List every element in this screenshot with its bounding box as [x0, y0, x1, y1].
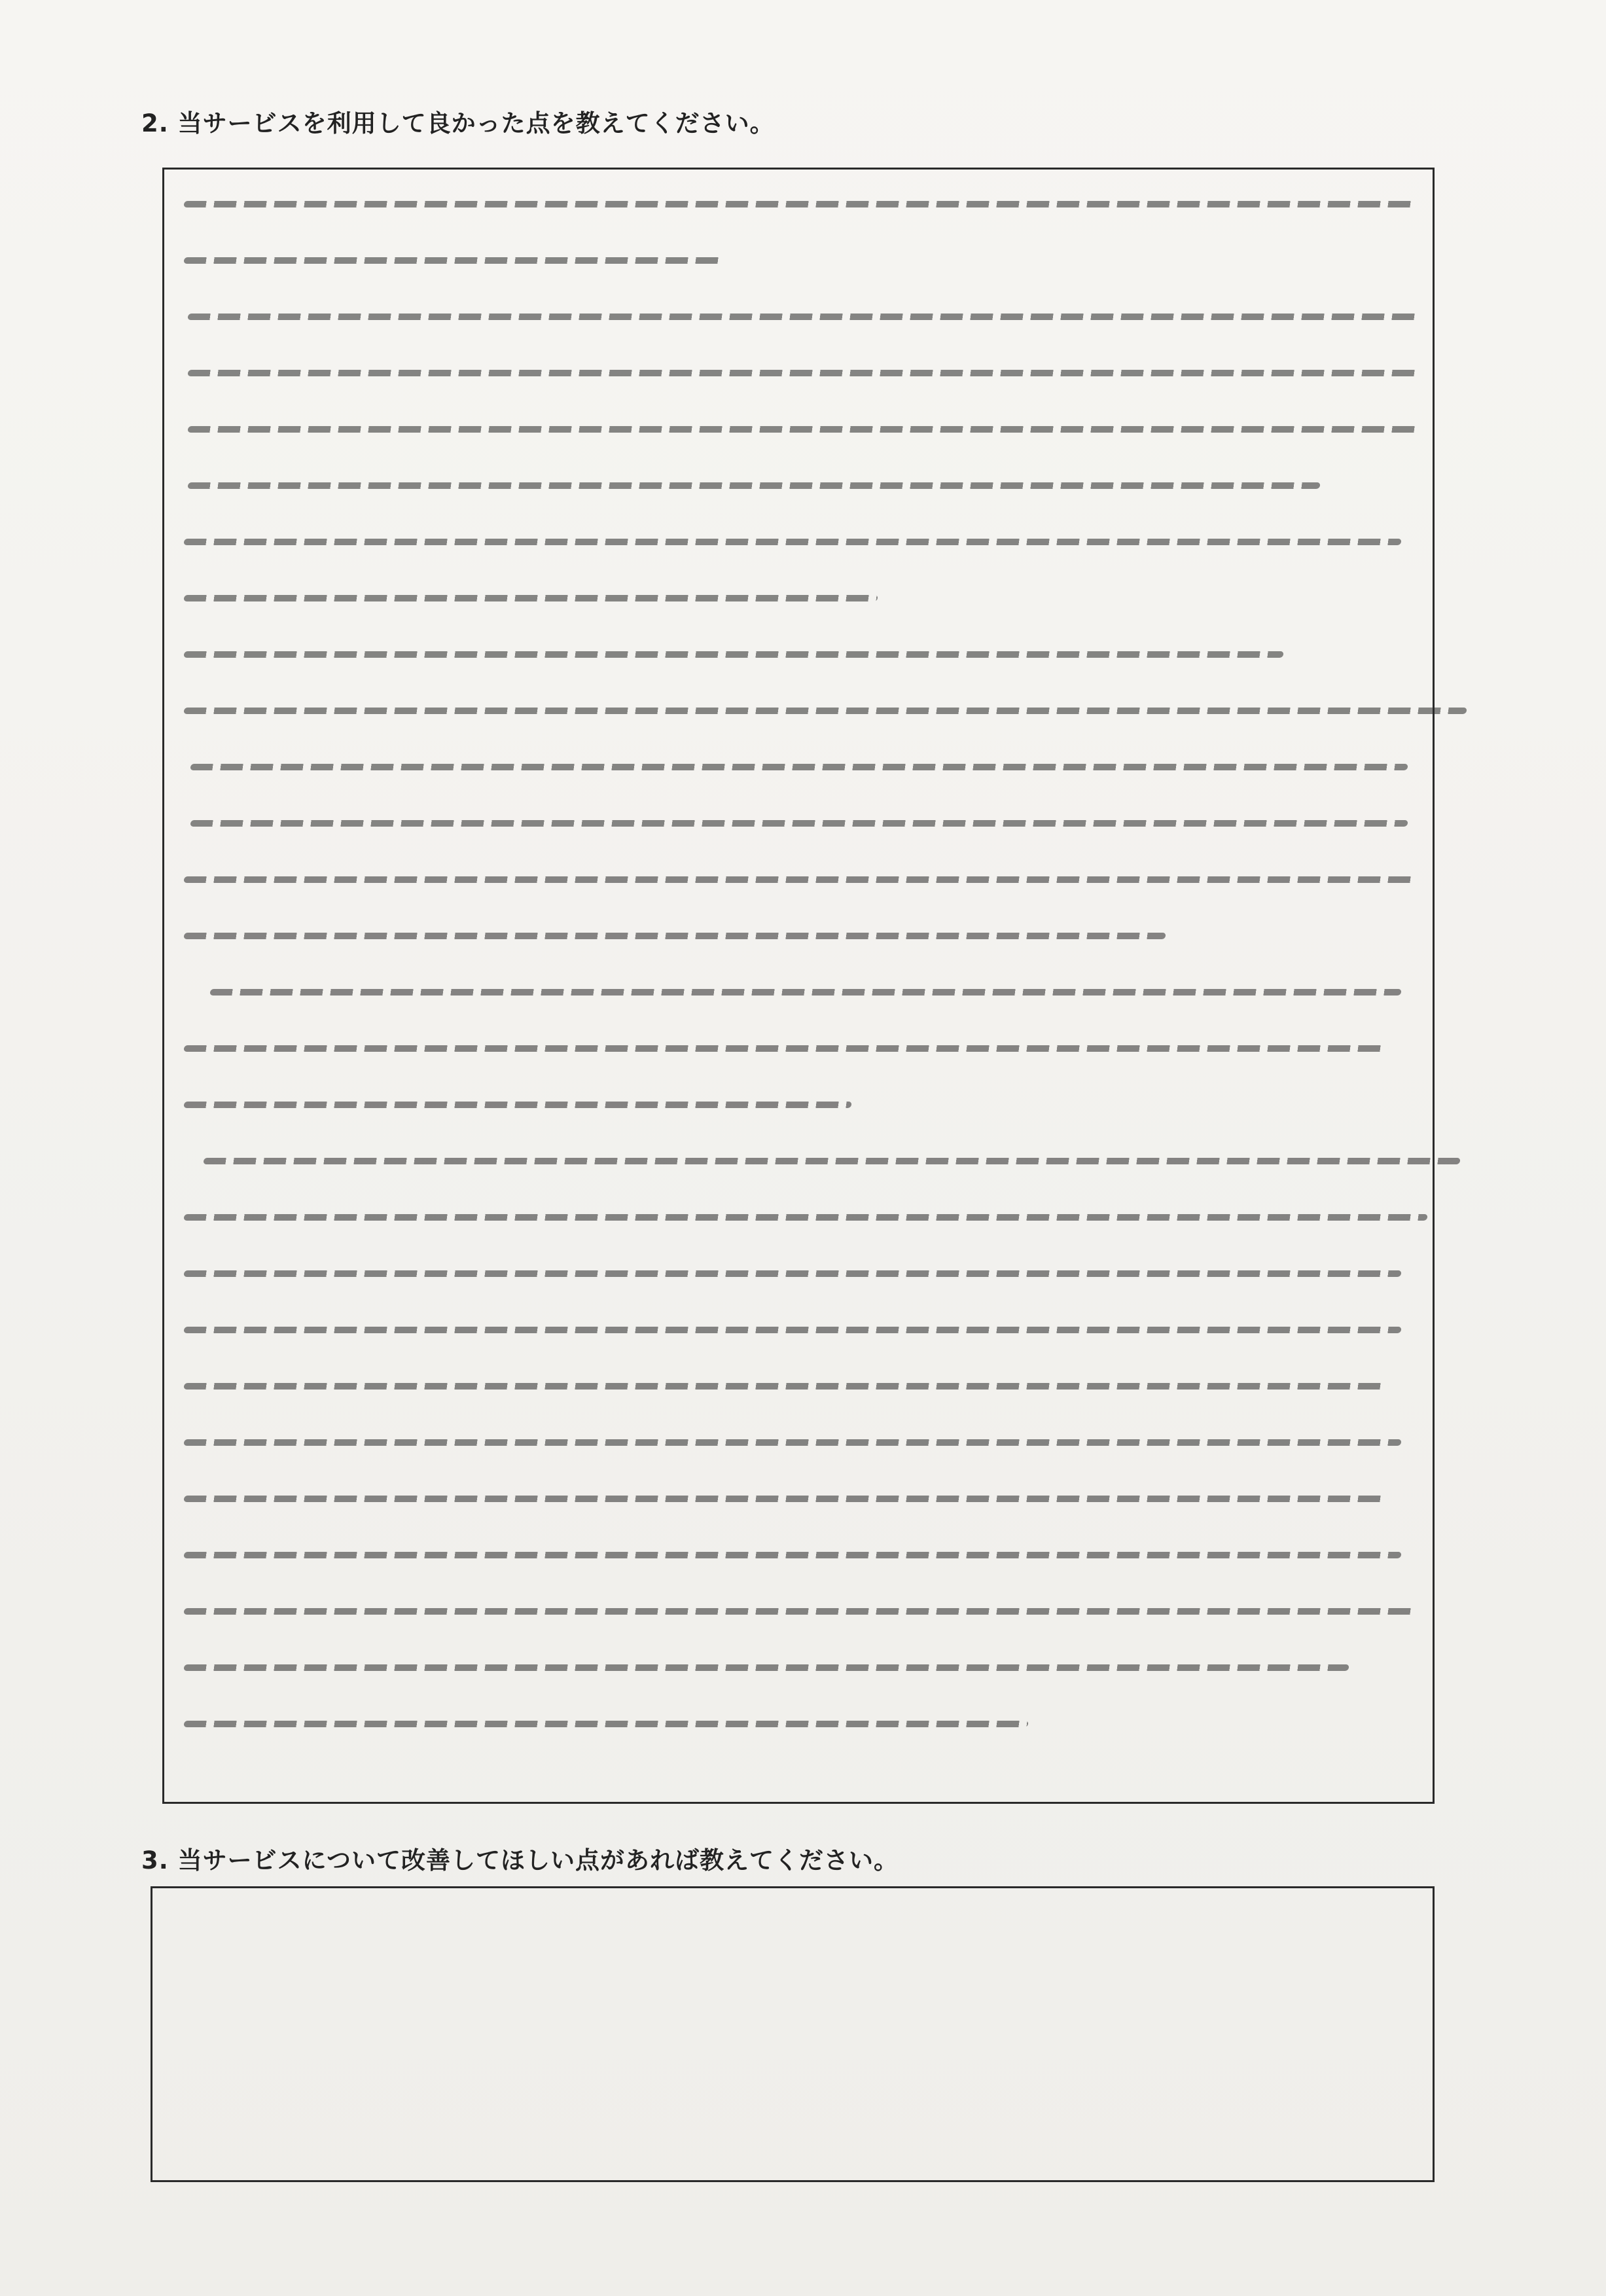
handwritten-line: [183, 1552, 1401, 1558]
handwritten-line: [183, 1327, 1401, 1333]
handwritten-line: [183, 1608, 1414, 1615]
handwritten-line: [183, 595, 878, 601]
handwritten-line: [183, 876, 1414, 883]
handwritten-line: [183, 1214, 1427, 1221]
handwritten-line: [183, 1102, 851, 1108]
question-2-heading: 2. 当サービスを利用して良かった点を教えてください。: [141, 109, 775, 137]
handwritten-line: [183, 201, 1414, 207]
handwritten-line: [183, 933, 1166, 939]
handwritten-line: [183, 1270, 1401, 1277]
handwritten-line: [190, 820, 1408, 827]
question-2-answer-box: [162, 168, 1435, 1804]
question-3-heading: 3. 当サービスについて改善してほしい点があれば教えてください。: [141, 1846, 899, 1874]
handwritten-line: [203, 1158, 1460, 1164]
handwritten-line: [183, 1664, 1349, 1671]
handwritten-line: [187, 482, 1320, 489]
handwritten-line: [183, 1496, 1388, 1502]
handwritten-line: [209, 989, 1401, 996]
handwritten-line: [183, 651, 1283, 658]
handwritten-line: [183, 257, 721, 264]
handwritten-line: [183, 1045, 1388, 1052]
question-3-answer-box: [151, 1886, 1435, 2182]
handwritten-line: [183, 539, 1401, 545]
handwritten-line: [190, 764, 1408, 770]
handwritten-line: [187, 426, 1418, 433]
handwritten-line: [183, 1721, 1028, 1727]
handwritten-line: [183, 1439, 1401, 1446]
handwritten-line: [187, 370, 1418, 376]
handwritten-line: [183, 1383, 1388, 1390]
handwritten-line: [187, 314, 1418, 320]
handwritten-line: [183, 708, 1467, 714]
